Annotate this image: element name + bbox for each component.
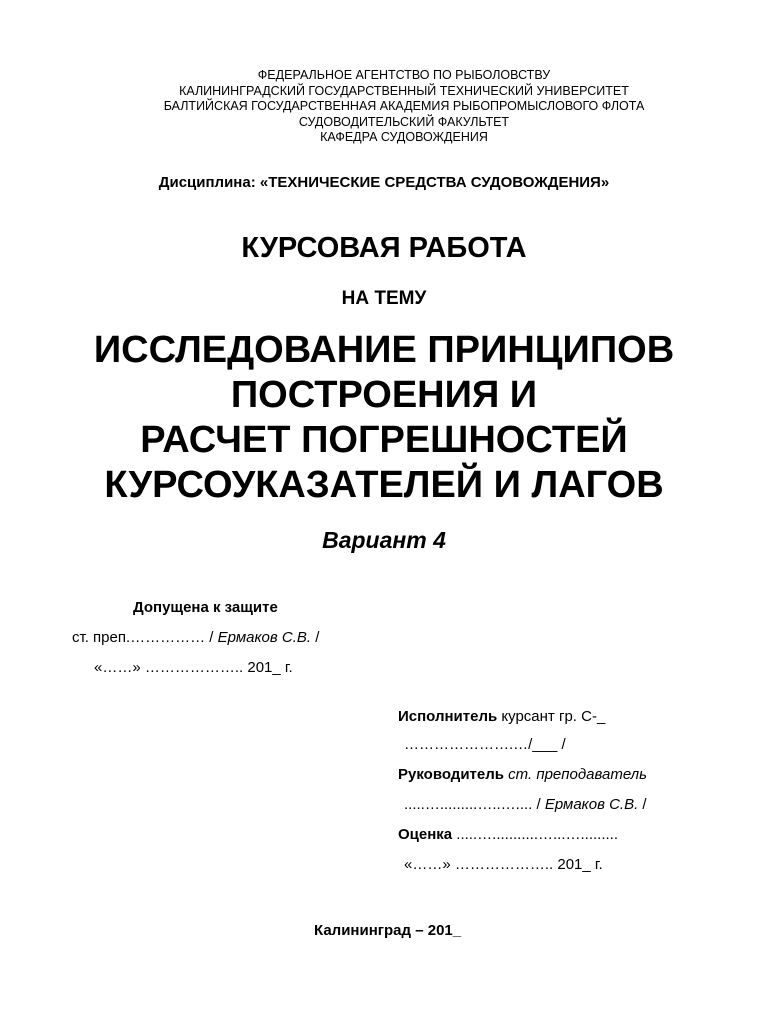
- reviewer-position: ст. преп.: [72, 629, 131, 646]
- supervisor-signature: [404, 796, 647, 813]
- subject-label: НА ТЕМУ: [341, 288, 427, 309]
- executor-line: [398, 708, 605, 725]
- reviewer-suffix: /: [311, 629, 320, 646]
- supervisor-value: ст. преподаватель: [508, 766, 648, 783]
- executor-value: курсант гр. С-_: [497, 708, 606, 725]
- footer-city-year: Калининград – 201_: [314, 922, 462, 939]
- header-line-academy: БАЛТИЙСКАЯ ГОСУДАРСТВЕННАЯ АКАДЕМИЯ РЫБОПРОМЫСЛОВОГО ФЛОТА: [163, 99, 645, 113]
- discipline-line: Дисциплина: «ТЕХНИЧЕСКИЕ СРЕДСТВА СУДОВОЖДЕНИЯ»: [158, 174, 610, 191]
- title-line-1: ИССЛЕДОВАНИЕ ПРИНЦИПОВ: [93, 329, 675, 371]
- admission-date: «……» ……………….. 201_ г.: [94, 659, 293, 676]
- document-type: КУРСОВАЯ РАБОТА: [241, 232, 527, 264]
- reviewer-name: Ермаков С.В.: [217, 629, 312, 646]
- header-line-faculty: СУДОВОДИТЕЛЬСКИЙ ФАКУЛЬТЕТ: [298, 114, 510, 129]
- supervisor-name: Ермаков С.В.: [544, 796, 639, 813]
- grade-label: Оценка: [398, 826, 453, 843]
- supervisor-line: [398, 766, 647, 783]
- header-line-agency: ФЕДЕРАЛЬНОЕ АГЕНТСТВО ПО РЫБОЛОВСТВУ: [257, 68, 551, 82]
- supervisor-suffix: /: [638, 796, 647, 813]
- title-line-3: РАСЧЕТ ПОГРЕШНОСТЕЙ: [140, 419, 628, 461]
- grade-dots: .....…...........…...….........: [452, 826, 618, 843]
- supervisor-signature-dots: .....….........…..….... /: [404, 796, 545, 813]
- work-title: [0, 328, 768, 508]
- variant-label: Вариант 4: [322, 527, 446, 553]
- signoff-date: «……» ……………….. 201_ г.: [404, 856, 603, 873]
- title-line-2: ПОСТРОЕНИЯ И: [230, 374, 538, 416]
- supervisor-label: Руководитель: [398, 766, 504, 783]
- executor-signature: ………………….…/___ /: [404, 736, 566, 753]
- executor-label: Исполнитель: [398, 708, 498, 725]
- title-line-4: КУРСОУКАЗАТЕЛЕЙ И ЛАГОВ: [104, 464, 664, 506]
- organization-header: [0, 68, 768, 146]
- grade-line: [398, 826, 618, 843]
- reviewer-line: [72, 629, 319, 646]
- reviewer-signature-dots: …………… /: [130, 629, 218, 646]
- header-line-university: КАЛИНИНГРАДСКИЙ ГОСУДАРСТВЕННЫЙ ТЕХНИЧЕСКИЙ УНИВЕРСИТЕТ: [179, 83, 629, 98]
- header-line-department: КАФЕДРА СУДОВОЖДЕНИЯ: [320, 130, 488, 144]
- admission-heading: Допущена к защите: [133, 599, 278, 616]
